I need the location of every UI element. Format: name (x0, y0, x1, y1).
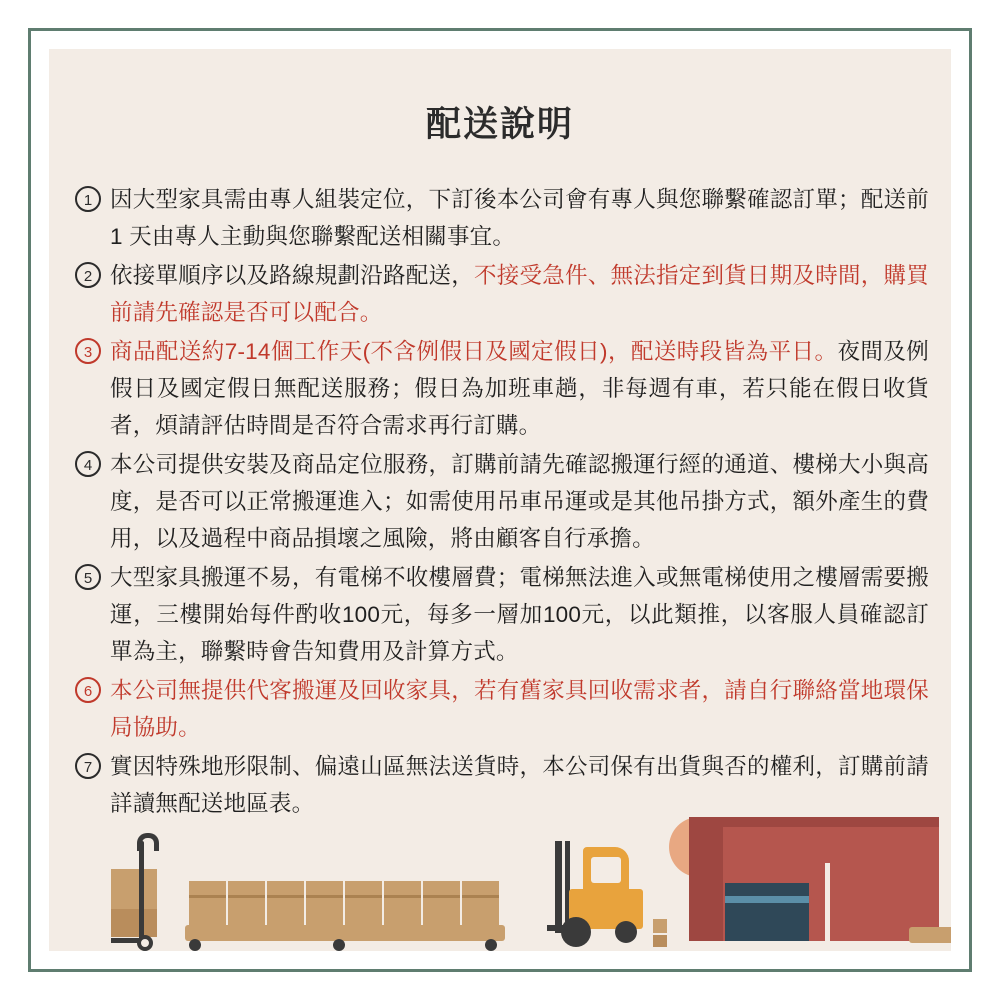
forklift-wheel-icon (561, 917, 591, 947)
conveyor-belt-icon (185, 925, 505, 941)
notice-text-segment: 商品配送約7-14個工作天(不含例假日及國定假日)，配送時段皆為平日。 (110, 339, 838, 364)
notice-item-number: 7 (75, 753, 101, 779)
notice-item-text (110, 181, 929, 255)
forklift-wheel-icon (615, 921, 637, 943)
notice-item-text (110, 672, 929, 746)
notice-item (75, 446, 929, 557)
forklift-window-icon (591, 857, 621, 883)
page-title: 配送說明 (425, 105, 574, 144)
notice-item-number: 6 (75, 677, 101, 703)
notice-item-number: 1 (75, 186, 101, 212)
notice-item-text (110, 333, 929, 444)
notice-item-number: 5 (75, 564, 101, 590)
cardboard-boxes-icon (189, 881, 501, 925)
handtruck-frame-icon (139, 841, 144, 941)
handtruck-handle-icon (137, 833, 159, 851)
notice-item-number: 3 (75, 338, 101, 364)
conveyor-roller-icon (333, 939, 345, 951)
notice-text-segment: 本公司無提供代客搬運及回收家具，若有舊家具回收需求者，請自行聯絡當地環保局協助。 (110, 678, 929, 740)
warehouse-roofline-icon (689, 817, 939, 827)
warehouse-door-bar-icon (725, 896, 809, 903)
notice-list (75, 181, 929, 824)
notice-item (75, 181, 929, 255)
conveyor-roller-icon (485, 939, 497, 951)
forklift-mast-icon (555, 841, 562, 933)
small-box-icon (653, 935, 667, 947)
notice-text-segment: 實因特殊地形限制、偏遠山區無法送貨時，本公司保有出貨與否的權利，訂購前請詳讀無配送地區表。 (110, 754, 929, 816)
delivery-notice-card (49, 49, 951, 951)
warehouse-illustration (49, 801, 951, 951)
notice-text-segment: 夜間及例假日及國定假日無配送服務；假日為加班車趟，非每週有車，若只能在假日收貨者，煩請評估時間是否符合需求再行訂購。 (110, 339, 929, 438)
notice-text-segment: 大型家具搬運不易，有電梯不收樓層費；電梯無法進入或無電梯使用之樓層需要搬運，三樓開始每件酌收100元，每多一層加100元，以此類推，以客服人員確認訂單為主，聯繫時會告知費用及計算方式。 (110, 565, 929, 664)
notice-item (75, 672, 929, 746)
handtruck-wheel-icon (137, 935, 153, 951)
notice-text-segment: 依接單順序以及路線規劃沿路配送， (110, 263, 475, 288)
warehouse-door-icon (725, 883, 809, 941)
notice-item-number: 2 (75, 262, 101, 288)
notice-item (75, 559, 929, 670)
outer-frame (28, 28, 972, 972)
small-box-icon (653, 919, 667, 933)
warehouse-stripe-icon (825, 863, 830, 941)
notice-item-text (110, 446, 929, 557)
notice-text-segment: 因大型家具需由專人組裝定位，下訂後本公司會有專人與您聯繫確認訂單；配送前 1 天由專人主動與您聯繫配送相關事宜。 (110, 187, 929, 249)
handtruck-box-upper-icon (111, 869, 157, 909)
notice-text-segment: 本公司提供安裝及商品定位服務，訂購前請先確認搬運行經的通道、樓梯大小與高度，是否可以正常搬運進入；如需使用吊車吊運或是其他吊掛方式，額外產生的費用，以及過程中商品損壞之風險，將由顧客自行承擔。 (110, 452, 929, 551)
warehouse-side-icon (689, 827, 723, 941)
notice-text-segment: 不接受急件、無法指定到貨日期及時間，購買前請先確認是否可以配合。 (110, 263, 929, 325)
notice-item (75, 257, 929, 331)
conveyor-roller-icon (189, 939, 201, 951)
pallet-icon (909, 927, 951, 943)
notice-item-text (110, 559, 929, 670)
notice-item (75, 333, 929, 444)
notice-item-number: 4 (75, 451, 101, 477)
handtruck-box-lower-icon (111, 909, 157, 937)
notice-item-text (110, 257, 929, 331)
